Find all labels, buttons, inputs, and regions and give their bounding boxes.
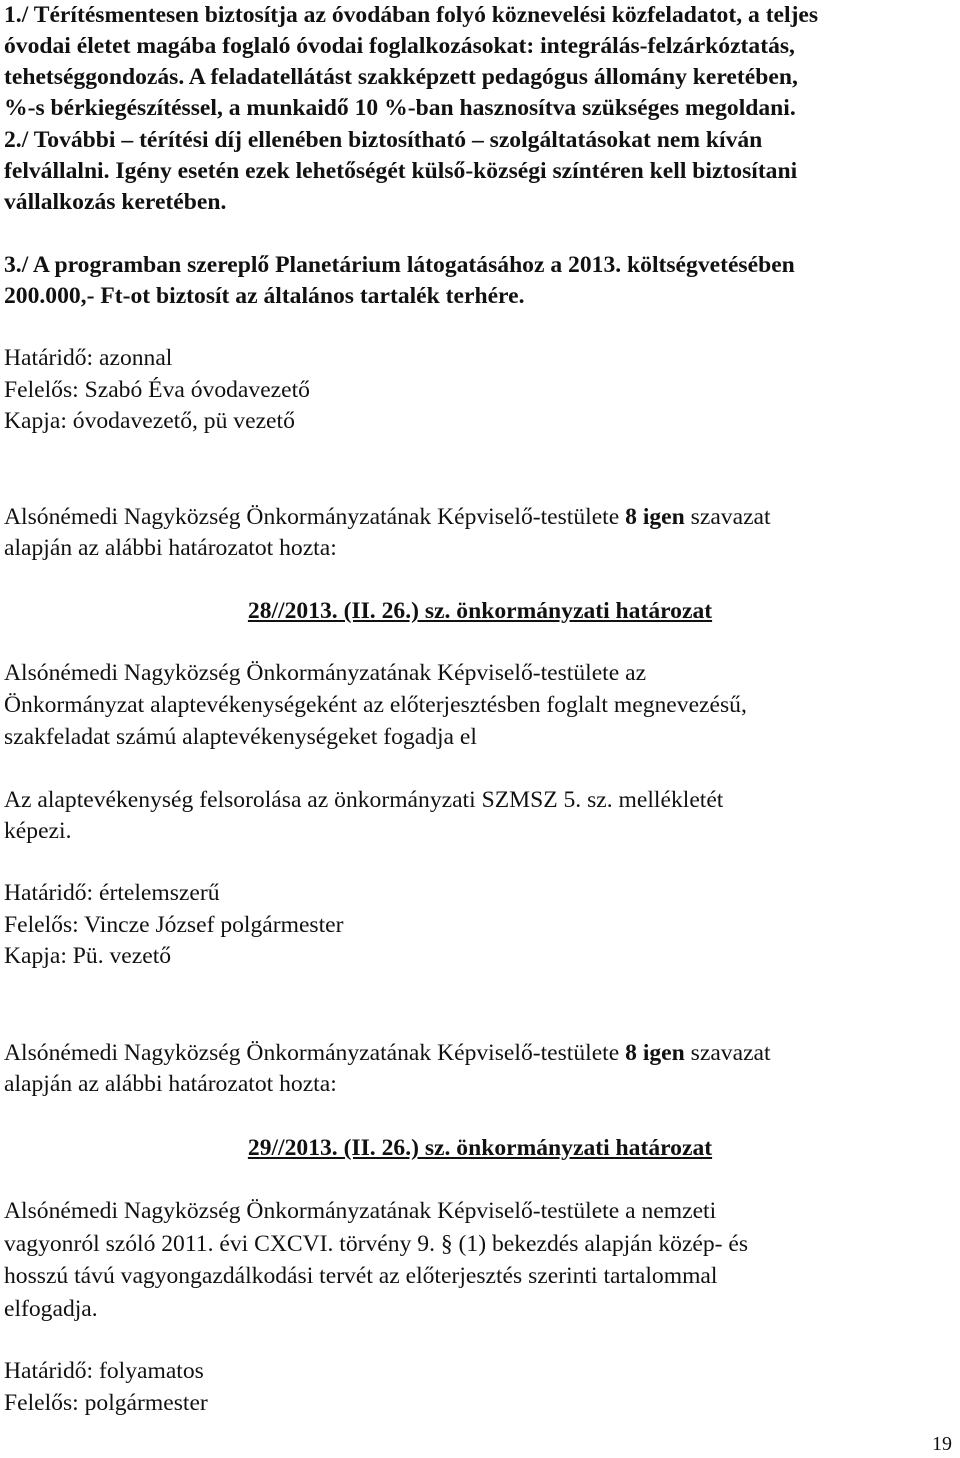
paragraph-line: óvodai életet magába foglaló óvodai foglalkozásokat: integrálás-felzárkóztatás, — [4, 33, 795, 59]
resolution-line: hosszú távú vagyongazdálkodási tervét az előterjesztés szerinti tartalommal — [4, 1263, 718, 1289]
deadline-line: Határidő: folyamatos — [4, 1358, 204, 1384]
deadline-line: Határidő: azonnal — [4, 345, 173, 371]
resolution-line: Önkormányzat alaptevékenységeként az előterjesztésben foglalt megnevezésű, — [4, 692, 747, 718]
responsible-line: Felelős: polgármester — [4, 1390, 208, 1416]
vote-suffix: szavazat — [684, 1040, 771, 1066]
resolution-line: vagyonról szóló 2011. évi CXCVI. törvény 9. § (1) bekezdés alapján közép- és — [4, 1231, 749, 1257]
resolution-title — [0, 596, 960, 626]
vote-suffix: szavazat — [684, 504, 771, 530]
resolution-line: képezi. — [4, 818, 72, 844]
vote-line-2: alapján az alábbi határozatot hozta: — [4, 535, 337, 561]
vote-count: 8 igen — [625, 504, 685, 530]
resolution-line: Az alaptevékenység felsorolása az önkormányzati SZMSZ 5. sz. mellékletét — [4, 787, 724, 813]
resolution-title — [0, 1133, 960, 1163]
paragraph-line: vállalkozás keretében. — [4, 189, 227, 215]
paragraph-line: 2./ További – térítési díj ellenében biztosítható – szolgáltatásokat nem kíván — [4, 127, 763, 153]
vote-line — [4, 1038, 771, 1068]
paragraph-line: 3./ A programban szereplő Planetárium látogatásához a 2013. költségvetésében — [4, 252, 795, 278]
vote-count: 8 igen — [625, 1040, 685, 1066]
paragraph-line: felvállalni. Igény esetén ezek lehetőségét külső-községi színtéren kell biztosítani — [4, 158, 798, 184]
resolution-line: szakfeladat számú alaptevékenységeket fogadja el — [4, 724, 477, 750]
page-number: 19 — [932, 1433, 952, 1455]
vote-line-2: alapján az alábbi határozatot hozta: — [4, 1071, 337, 1097]
recipient-line: Kapja: Pü. vezető — [4, 943, 172, 969]
vote-line — [4, 502, 771, 532]
responsible-line: Felelős: Szabó Éva óvodavezető — [4, 377, 310, 403]
resolution-title-text: 28//2013. (II. 26.) sz. önkormányzati határozat — [247, 598, 713, 624]
paragraph-line: %-s bérkiegészítéssel, a munkaidő 10 %-ban hasznosítva szükséges megoldani. — [4, 95, 796, 121]
deadline-line: Határidő: értelemszerű — [4, 880, 220, 906]
recipient-line: Kapja: óvodavezető, pü vezető — [4, 408, 295, 434]
vote-text: Alsónémedi Nagyközség Önkormányzatának Képviselő-testülete — [4, 504, 626, 530]
resolution-line: Alsónémedi Nagyközség Önkormányzatának Képviselő-testülete a nemzeti — [4, 1198, 717, 1224]
paragraph-line: 200.000,- Ft-ot biztosít az általános tartalék terhére. — [4, 283, 525, 309]
resolution-line: Alsónémedi Nagyközség Önkormányzatának Képviselő-testülete az — [4, 660, 647, 686]
resolution-title-text: 29//2013. (II. 26.) sz. önkormányzati határozat — [247, 1135, 713, 1161]
vote-text: Alsónémedi Nagyközség Önkormányzatának Képviselő-testülete — [4, 1040, 626, 1066]
resolution-line: elfogadja. — [4, 1296, 98, 1322]
responsible-line: Felelős: Vincze József polgármester — [4, 912, 344, 938]
paragraph-line: tehetséggondozás. A feladatellátást szakképzett pedagógus állomány keretében, — [4, 64, 798, 90]
paragraph-line: 1./ Térítésmentesen biztosítja az óvodában folyó köznevelési közfeladatot, a teljes — [4, 2, 819, 28]
